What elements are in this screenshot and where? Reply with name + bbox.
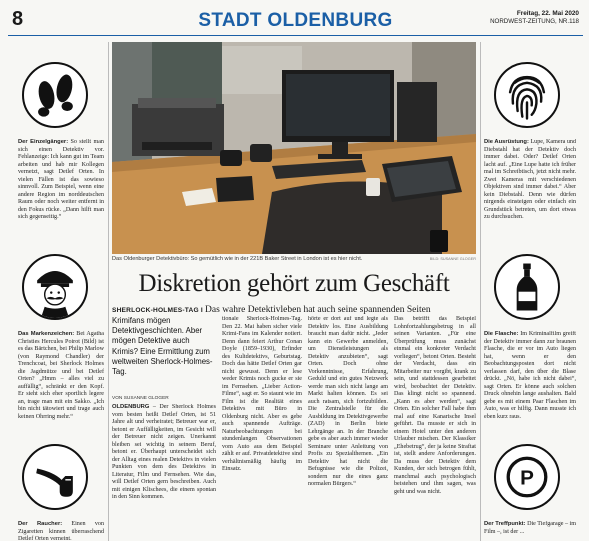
sidebar-right-text-3: [484, 521, 576, 541]
sidebar-label: Der Treffpunkt:: [484, 521, 526, 527]
sidebar-label: Der Raucher:: [18, 521, 63, 527]
sidebar-body: Die Tiefgarage – im Film –, ist der ...: [484, 521, 576, 535]
sidebar-label: Das Markenzeichen:: [18, 331, 75, 337]
parking-icon: [494, 444, 560, 510]
fingerprint-icon: [494, 62, 560, 128]
sidebar-right-text-1: [484, 139, 576, 249]
sidebar-body: Einen von Zigaretten kinnen überraschend Detlef Orten verneint.: [18, 521, 104, 541]
sidebar-label: Der Einzelgänger:: [18, 139, 69, 145]
sidebar-body: So stellt man sich einen Detektiv vor. Fehlanzeige: Ich kann gut im Team arbeiten und hab mir Kollegen vernetzt, sagt Detlef Orten. In vielen Fällen ist das sowieso sinnvoll. Zum Beispiel, wenn eine andere Region im norddeutschen Raum oder noch weiter entfernt in den Fokus rücke. „Dann hilft man sich gegenseitig.“: [18, 139, 104, 220]
article-column-3: [308, 316, 388, 541]
paper-name: NORDWEST-ZEITUNG, NR.118: [490, 18, 579, 25]
sidebar-left-text-3: [18, 521, 104, 541]
bottle-icon: [494, 254, 560, 320]
masthead: [8, 6, 583, 36]
article-column-2: [222, 316, 302, 541]
article-column-text: Das betrifft das Beispiel Lohnfortzahlungsbetrug in all seinen Varianten. „Für eine Überprüfung muss zunächst einmal ein konkreter Verdacht vorliegen“, betont Orten. Besteht der Verdacht, dass ein Mitarbeiter nur vorgibt, krank zu sein, und stattdessen gearbeitet wird, beobachtet der Detektiv. Das klingt nicht so spannend. „Kann es aber werden“, sagt Orten. Ein solcher Fall habe ihm mal auf eine Kanarische Insel geführt. Da musste er sich in einem Hotel unter den anderen Urlauber mischen. Der Klassiker „Ehebetrug“, der ja keine Straftat ist, stellt andere Anforderungen. Da muss der Detektiv dem Kunden, der sich betrogen fühlt, manchmal auch psychologisch beistehen und ihm sagen, was geht und was nicht.: [394, 316, 476, 495]
sidebar-left-text-1: [18, 139, 104, 235]
sidebar-label: Die Ausrüstung:: [484, 139, 529, 145]
article-column-4: [394, 316, 476, 541]
svg-text:P: P: [520, 466, 534, 490]
sidebar-right-text-2: [484, 331, 576, 441]
sherlock-holmes-icon: [22, 254, 88, 320]
issue-date: [490, 10, 579, 26]
sidebar-body: Bei Agatha Christies Hercules Poirot (Bild) ist es das Bärtchen, bei Philip Marlow (von Raymond Chandler) der Trenchcoat, bei Sherlock Holmes die Jagdmütze und bei Detlef Orten? „Hmm – alles viel zu auffällig“, schränkt er den Kopf. Er sieht sich eher sportlich legere an, trage man mit ein Sakko. „Ich bin nicht tätowiert und trage auch keinen Ohrring mehr.“: [18, 331, 104, 420]
article-column-text: tionale Sherlock-Holmes-Tag. Den 22. Mai haben sicher viele Krimi-Fans im Kalender notiert. Denn dann feiert Arthur Conan Doyle (1859–1930), Erfinder des Kultdetektivs, Geburtstag. Doch das hätte Detlef Orten gar nicht gewusst. Denn er lese weder Krimis noch gucke er sie im Fernsehen. „Lieber Action-Filme“, sagt er. So staunt wie im Film ist die Realität eines Detektivs mit Büro in Oldenburg nicht. Aber es gebe auch spannende Aufträge. Naturbeobachtungen bei stundenlangen Observationen vom Auto aus dem Beispiel zählt er auf. Privatdetektive sind verhältnismäßig häufig im Einsatz.: [222, 316, 302, 472]
page-number: 8: [12, 8, 24, 30]
shoe-prints-icon: [22, 62, 88, 128]
article-lead: Krimifans mögen Detektivgeschichten. Aber mögen Detektive auch Krimis? Eine Ermittlung zum weltweiten Sherlock-Holmes-Tag.: [112, 316, 213, 377]
sidebar-body: Im Kriminalfilm greift der Detektiv immer dann zur braunen Flasche, die er vor im Auto liegen hat, wenn er den Beobachtungsposten dort nicht verlassen darf, den über die Blase drückt. „Nö, habe ich nicht dabei“, sagt Orten. Er könne auch solchen Druck ohnehin lange aushalten. Bald gebe es mit einem Paar Flaschen im Auto, was er hilfig. Dann musste ich eben kurz raus.: [484, 331, 576, 420]
article-kicker-row: [112, 304, 476, 315]
column-rule-left: [108, 42, 109, 541]
sidebar-body: Lupe, Kamera und Diebstahl hat der Detektiv doch immer dabei. Oder? Detlef Orten lacht auf. „Eine Lupe hatte ich früher mal im Schreibtisch, jetzt nicht mehr. Zwei Kameras mit verschiedenen Objektiven sind immer dabei.“ Aber kein Diebstahl. Denn wie dürfen nirgends einsteigen oder einfach ein Grundstück betreten, um dort etwas zu durchsuchen.: [484, 139, 576, 220]
photo-credit: BILD: SUSANNE GLOGER: [429, 257, 476, 261]
article-column-1: [112, 404, 216, 541]
pipe-icon: [22, 444, 88, 510]
sidebar-label: Die Flasche:: [484, 331, 519, 337]
article-dateline: OLDENBURG: [112, 404, 150, 410]
article-kicker: SHERLOCK-HOLMES-TAG I: [112, 307, 203, 314]
office-photo: [112, 42, 476, 254]
article-byline: VON SUSANNE GLOGER: [112, 396, 169, 401]
issue-date-text: Freitag, 22. Mai 2020: [516, 10, 579, 17]
photo-caption: Das Oldenburger Detektivbüro: So gemütlich wie in der 221B Baker Street in London ist es hier nicht.: [112, 256, 363, 262]
sidebar-left-text-2: [18, 331, 104, 423]
column-rule-right: [480, 42, 481, 541]
article-column-text: – Der Sherlock Holmes vom besten heißt Detlef Orten, ist 51 Jahre alt und verheiratet; Betreuer war er, betont er Auffälligkeiten, im Gesicht will der Betreuer nicht zeigen. Unerkannt bleiben sei wichtig in seinem Beruf, betont er. Überhaupt unterscheidet sich der Alltag eines realen Detektivs in vielen Punkten von dem des Detektivs in Literatur, Film und Fernsehen. Wie das, will Detlef Orten gern beschreiben. Auch mit einigen Klischees, die einem spontan in den Sinn kommen.: [112, 404, 216, 500]
article-headline: Diskretion gehört zum Geschäft: [138, 270, 450, 297]
article-subhead: Das wahre Detektivleben hat auch seine spannenden Seiten: [205, 305, 431, 315]
article-column-text: hörte er dort auf und legte als Detektiv los. Eine Ausbildung braucht man dafür nicht. „Jeder kann ein Gewerbe anmelden, um Dienstleistungen als Detektiv anzubieten“, sagt Orten. Doch ohne Vorkenntnisse, Erfahrung, Geduld und ein gutes Netzwerk werde man sich nicht lange am Markt halten können. Es sei auch ratsam, sich fortzubilden. Die Zentralstelle für die Ausbildung im Detektivgewerbe (ZAD) in Berlin biete Lehrgänge an. In der Branche gebe es aber auch immer wieder Seminare unter Anleitung von Profis zu Spezialthemen. „Ein Detektiv hat nicht die Befugnisse wie die Polizei, sondern nur die eines ganz normalen Bürgers.“: [308, 316, 388, 487]
section-title: STADT OLDENBURG: [198, 10, 393, 31]
